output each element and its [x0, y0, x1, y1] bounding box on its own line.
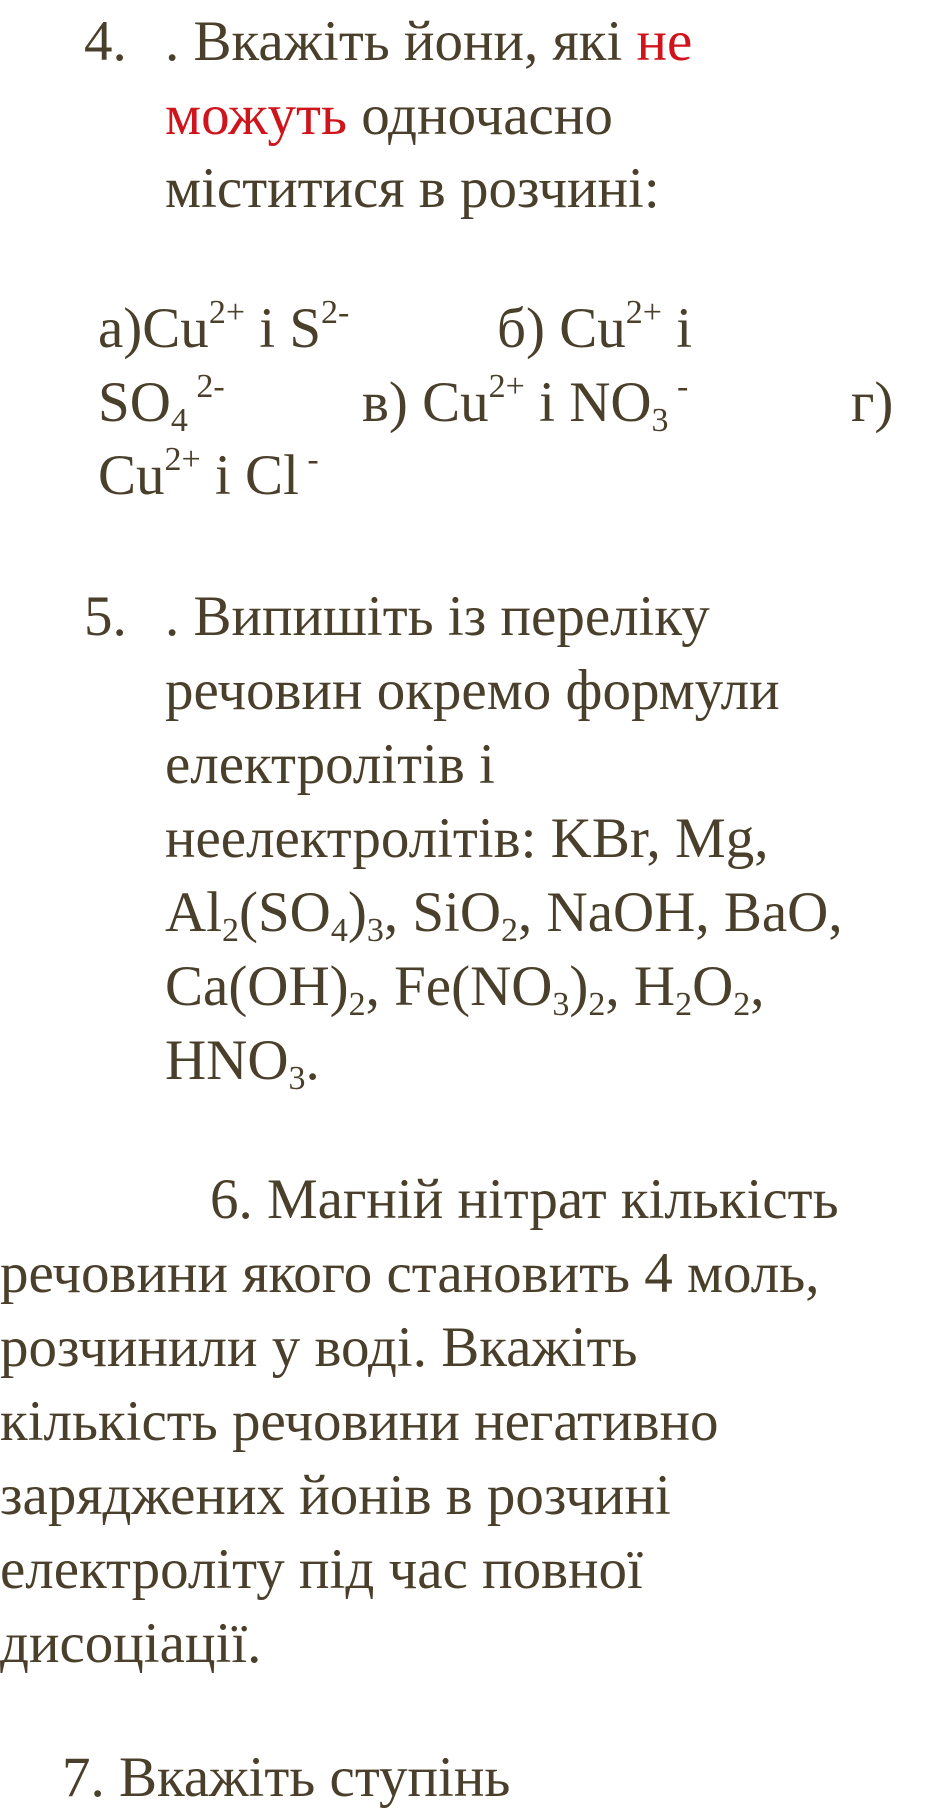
formula-index: 2 [348, 986, 366, 1023]
q4-line-2 [165, 79, 613, 153]
q5-line-4: неелектролітів: KBr, Mg, [165, 807, 769, 870]
q6-line-1: 6. Магній нітрат кількість [210, 1168, 839, 1231]
option-v-text: в) Cu [362, 371, 489, 434]
option-b-so: SO [98, 371, 171, 434]
formula-part: (SO [239, 881, 331, 944]
option-g-charge-2: - [298, 441, 319, 478]
option-b-index: 4 [170, 402, 188, 439]
q4-number: 4. [84, 10, 127, 73]
formula-index: 2 [588, 986, 606, 1023]
q6-line-2: речовини якого становить 4 моль, [0, 1242, 820, 1305]
q7-line-1: 7. Вкажіть ступінь [62, 1746, 511, 1809]
option-g-text: Cu [98, 444, 165, 507]
formula-part: , SiO [383, 881, 502, 944]
formula-part: Ca(OH) [165, 955, 349, 1018]
option-v-mid: і NO [524, 371, 652, 434]
option-a-text: а)Cu [98, 297, 209, 360]
formula-index: 2 [675, 986, 693, 1023]
q5-line-1: . Випишіть із переліку [165, 585, 710, 648]
q4-line-2-text: одночасно [346, 84, 613, 147]
formula-index: 2 [501, 912, 519, 949]
formula-part: , [750, 955, 765, 1018]
q4-line-1 [165, 5, 692, 79]
formula-index: 3 [366, 912, 384, 949]
formula-part: , Fe(NO [365, 955, 553, 1018]
formula-part: O [692, 955, 734, 1018]
formula-index: 3 [288, 1060, 306, 1097]
q5-line-2: речовин окремо формули [165, 659, 780, 722]
q5-number: 5. [84, 585, 127, 648]
q6-line-6: електроліту під час повної [0, 1538, 643, 1601]
formula-part: HNO [165, 1029, 289, 1092]
q6-line-5: заряджених йонів в розчині [0, 1464, 671, 1527]
q4-option-g [98, 439, 319, 513]
option-b-charge-1: 2+ [625, 294, 662, 331]
q5-line-7 [165, 1024, 320, 1098]
q4-line-3: міститися в розчині: [165, 157, 660, 220]
q5-line-5 [165, 876, 843, 950]
q5-line-6 [165, 950, 765, 1024]
option-v-charge-1: 2+ [488, 368, 525, 405]
formula-index: 2 [222, 912, 239, 949]
formula-part: Al [165, 881, 222, 944]
option-v-index: 3 [651, 402, 669, 439]
formula-part: , H [605, 955, 676, 1018]
q6-line-7: дисоціації. [0, 1612, 262, 1675]
formula-part: ) [347, 881, 367, 944]
option-b-charge-2: 2- [187, 368, 225, 405]
q4-option-b-cont [98, 366, 225, 440]
formula-part: ) [569, 955, 589, 1018]
q6-line-4: кількість речовини негативно [0, 1390, 719, 1453]
q4-highlight-can: можуть [165, 84, 347, 147]
q5-line-3: електролітів і [165, 733, 495, 796]
q4-line-1-text: . Вкажіть йони, які [165, 10, 637, 73]
option-b-and: і [661, 297, 693, 360]
q4-option-v [362, 366, 688, 440]
q4-highlight-not: не [636, 10, 693, 73]
option-a-charge-2: 2- [321, 294, 350, 331]
option-g-charge-1: 2+ [164, 441, 201, 478]
formula-index: 2 [733, 986, 751, 1023]
option-v-charge-2: - [668, 368, 689, 405]
q4-option-b [497, 292, 692, 366]
option-a-mid: і S [245, 297, 322, 360]
q4-option-g-label: г) [851, 371, 894, 434]
option-b-text: б) Cu [497, 297, 626, 360]
q4-option-a [98, 292, 349, 366]
option-g-mid: і Cl [200, 444, 299, 507]
formula-part: , NaOH, BaO, [518, 881, 843, 944]
formula-index: 4 [330, 912, 348, 949]
option-a-charge-1: 2+ [208, 294, 245, 331]
q6-line-3: розчинили у воді. Вкажіть [0, 1316, 638, 1379]
formula-index: 3 [552, 986, 570, 1023]
formula-part: . [305, 1029, 320, 1092]
